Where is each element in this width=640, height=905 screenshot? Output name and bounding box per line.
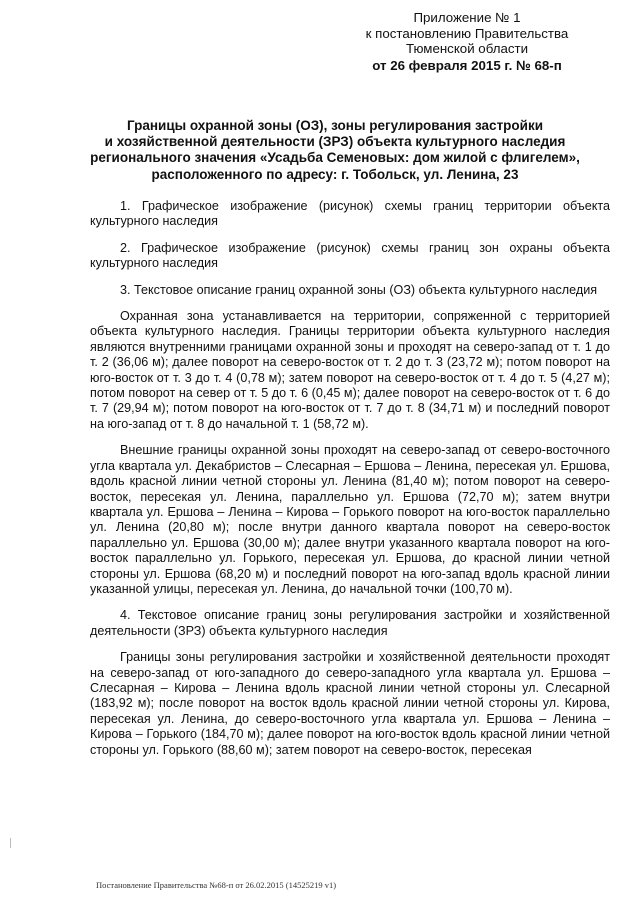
- title-line: Границы охранной зоны (ОЗ), зоны регулирования застройки: [126, 118, 544, 133]
- government-name: Тюменской области: [405, 41, 529, 56]
- paragraph-item-1: 1. Графическое изображение (рисунок) схемы границ территории объекта культурного наследия: [90, 199, 610, 229]
- paragraph-item-3: 3. Текстовое описание границ охранной зоны (ОЗ) объекта культурного наследия: [120, 282, 598, 297]
- document-footer: Постановление Правительства №68-п от 26.02.2015 (14525219 v1): [96, 880, 337, 890]
- resolution-reference: к постановлению Правительства: [365, 25, 569, 41]
- appendix-number: Приложение № 1: [413, 10, 521, 25]
- resolution-date: от 26 февраля 2015 г. № 68-п: [372, 57, 562, 73]
- document-title: [70, 118, 600, 183]
- paragraph-protection-zone: Охранная зона устанавливается на территории, сопряженной с территорией объекта культурного наследия. Границы территории объекта культурного наследия являются внутренними границами охранной зоны и проходят на северо-запад от т. 1 до т. 2 (36,06 м); далее поворот на северо-восток от т. 2 до т. 3 (23,72 м); потом поворот на юго-восток от т. 3 до т. 4 (0,78 м); затем поворот на северо-восток от т. 4 до т. 5 (4,27 м); потом поворот на север от т. 5 до т. 6 (0,45 м); далее поворот на северо-восток от т. 6 до т. 7 (29,94 м); потом поворот на юго-восток от т. 7 до т. 8 (34,71 м) и последний поворот на юго-запад от т. 8 до начальной т. 1 (58,72 м).: [90, 309, 610, 431]
- title-line: и хозяйственной деятельности (ЗРЗ) объекта культурного наследия: [104, 134, 566, 150]
- paragraph-item-4: 4. Текстовое описание границ зоны регулирования застройки и хозяйственной деятельности (ЗРЗ) объекта культурного наследия: [90, 608, 610, 638]
- paragraph-outer-boundaries: Внешние границы охранной зоны проходят на северо-запад от северо-восточного угла квартала ул. Декабристов – Слесарная – Ершова – Ленина, пересекая ул. Ершова, вдоль красной линии четной стороны ул. Ленина (81,40 м); потом поворот на северо-восток, пересекая ул. Ленина, параллельно ул. Ершова (72,70 м); затем внутри квартала ул. Ершова – Ленина – Кирова – Горького поворот на юго-восток параллельно ул. Ленина (20,80 м); после внутри данного квартала поворот на северо-восток параллельно ул. Ершова (30,00 м); далее внутри указанного квартала поворот на юго-восток параллельно ул. Горького, пересекая ул. Ершова, до красной линии четной стороны ул. Ершова (68,20 м) и последний поворот на юго-запад вдоль красной линии указанной улицы, пересекая ул. Ленина, до начальной точки (100,70 м).: [90, 443, 610, 596]
- paragraph-regulation-zone: Границы зоны регулирования застройки и хозяйственной деятельности проходят на северо-запад от юго-западного до северо-западного угла квартала ул. Ершова – Слесарная – Кирова – Ленина вдоль красной линии четной стороны ул. Слесарной (183,92 м); после поворот на восток вдоль красной линии четной стороны ул. Кирова, пересекая ул. Ленина, до северо-восточного угла квартала ул. Ершова – Ленина – Кирова – Горького (184,70 м); далее поворот на юго-восток вдоль красной линии четной стороны ул. Горького (88,60 м); затем поворот на северо-восток, пересекая: [90, 650, 610, 757]
- title-line: расположенного по адресу: г. Тобольск, ул. Ленина, 23: [151, 166, 519, 182]
- title-line: регионального значения «Усадьба Семеновых: дом жилой с флигелем»,: [90, 150, 580, 166]
- margin-mark: [10, 838, 11, 848]
- document-body: [90, 199, 610, 769]
- appendix-header: [342, 10, 592, 73]
- paragraph-item-2: 2. Графическое изображение (рисунок) схемы границ зон охраны объекта культурного наследия: [90, 240, 610, 271]
